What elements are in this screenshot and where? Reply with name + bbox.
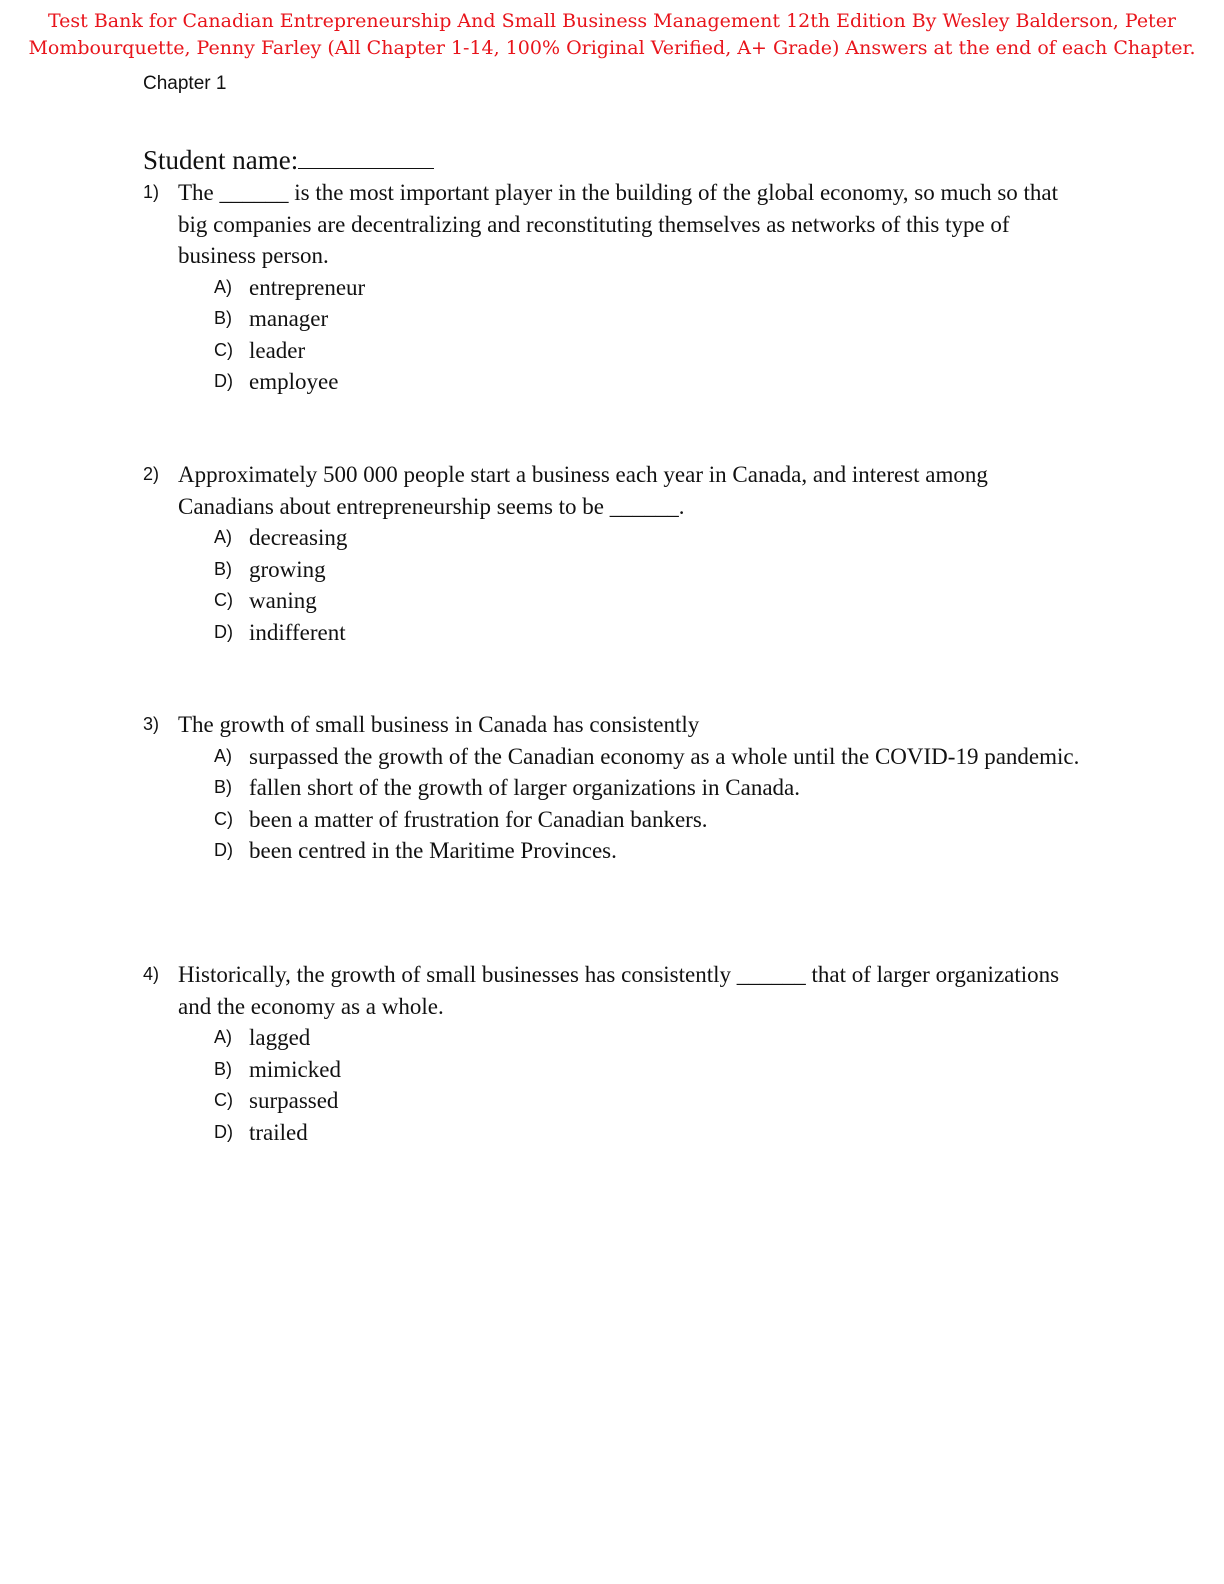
question-4	[143, 959, 1083, 1148]
option-a	[214, 741, 1083, 773]
option-text: fallen short of the growth of larger organizations in Canada.	[249, 775, 800, 800]
option-b	[214, 554, 1083, 586]
question-2	[143, 459, 1083, 648]
student-name-field	[143, 143, 434, 176]
option-text: waning	[249, 588, 317, 613]
option-text: been centred in the Maritime Provinces.	[249, 838, 617, 863]
question-text: Historically, the growth of small businesses has consistently ______ that of larger organizations and the economy as a whole.	[178, 962, 1060, 1019]
option-text: employee	[249, 369, 339, 394]
question-number: 1)	[143, 182, 160, 202]
option-letter: C)	[214, 590, 233, 610]
option-d	[214, 835, 1083, 867]
question-3	[143, 709, 1083, 867]
option-text: surpassed the growth of the Canadian economy as a whole until the COVID-19 pandemic.	[249, 743, 1080, 769]
option-letter: B)	[214, 558, 232, 579]
option-text: trailed	[249, 1119, 308, 1145]
option-b	[214, 1054, 1083, 1086]
option-c	[214, 585, 1083, 617]
option-text: indifferent	[249, 619, 346, 645]
option-letter: A)	[214, 745, 232, 766]
option-a	[214, 272, 1083, 304]
option-b	[214, 772, 1083, 804]
option-d	[214, 366, 1083, 398]
question-number: 4)	[143, 964, 160, 984]
option-text: leader	[249, 337, 306, 363]
document-header	[20, 8, 1204, 62]
header-line-1: Test Bank for Canadian Entrepreneurship And Small Business Management 12th Edition By Wesley Balderson, Peter	[47, 10, 1177, 32]
option-c	[214, 335, 1083, 367]
answer-options	[214, 272, 1083, 398]
question-number: 2)	[143, 464, 160, 484]
option-letter: A)	[214, 1027, 232, 1047]
option-b	[214, 303, 1083, 335]
option-text: surpassed	[249, 1088, 339, 1113]
option-letter: A)	[214, 527, 232, 547]
question-number: 3)	[143, 714, 160, 734]
question-1	[143, 177, 1083, 398]
option-c	[214, 1085, 1083, 1117]
option-letter: D)	[214, 371, 233, 391]
option-a	[214, 522, 1083, 554]
option-d	[214, 617, 1083, 649]
option-letter: D)	[214, 840, 233, 860]
answer-options	[214, 741, 1083, 867]
option-letter: B)	[214, 308, 232, 328]
option-text: manager	[249, 306, 329, 331]
option-text: lagged	[249, 1025, 311, 1050]
question-text: The growth of small business in Canada has consistently	[178, 712, 700, 737]
option-letter: D)	[214, 1121, 233, 1142]
question-text: The ______ is the most important player in the building of the global economy, so much so that big companies are decentralizing and reconstituting themselves as networks of this type of business person.	[178, 180, 1059, 268]
option-letter: B)	[214, 1058, 232, 1079]
option-letter: B)	[214, 777, 232, 797]
option-letter: A)	[214, 276, 232, 297]
option-letter: C)	[214, 808, 233, 829]
option-text: growing	[249, 556, 326, 582]
question-text: Approximately 500 000 people start a business each year in Canada, and interest among Canadians about entrepreneurship seems to be ______.	[178, 462, 988, 519]
answer-options	[214, 522, 1083, 648]
option-letter: D)	[214, 621, 233, 642]
option-text: entrepreneur	[249, 274, 366, 300]
student-name-blank	[298, 143, 434, 169]
option-d	[214, 1117, 1083, 1149]
header-line-2: Mombourquette, Penny Farley (All Chapter 1-14, 100% Original Verified, A+ Grade) Answers at the end of each Chapter.	[28, 37, 1196, 59]
option-letter: C)	[214, 339, 233, 360]
option-text: decreasing	[249, 525, 348, 550]
option-c	[214, 804, 1083, 836]
answer-options	[214, 1022, 1083, 1148]
option-letter: C)	[214, 1090, 233, 1110]
option-a	[214, 1022, 1083, 1054]
option-text: been a matter of frustration for Canadian bankers.	[249, 806, 708, 832]
option-text: mimicked	[249, 1056, 341, 1082]
chapter-heading: Chapter 1	[143, 73, 227, 94]
student-name-label: Student name:	[143, 145, 299, 175]
